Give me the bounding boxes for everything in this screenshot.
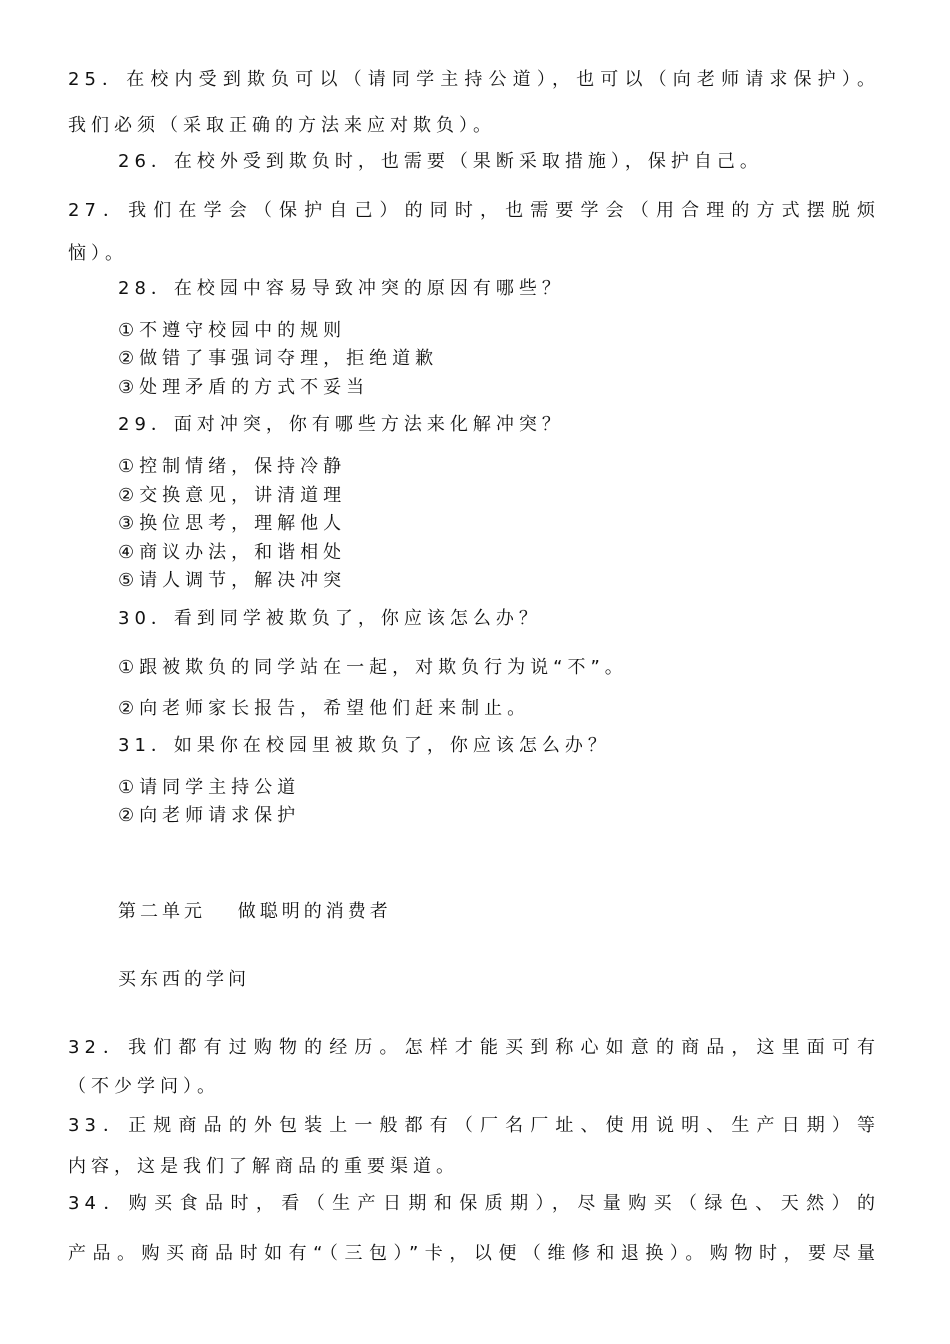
item-34-line-2: 产品。购买商品时如有“（三包）”卡，以便（维修和退换）。购物时，要尽量 <box>68 1243 880 1264</box>
item-25-line-1: 25．在校内受到欺负可以（请同学主持公道），也可以（向老师请求保护）。 <box>68 69 880 90</box>
item-26: 26．在校外受到欺负时，也需要（果断采取措施），保护自己。 <box>118 151 763 172</box>
item-28-answer-1: ①不遵守校园中的规则 <box>118 320 347 341</box>
item-30-answer-2: ②向老师家长报告，希望他们赶来制止。 <box>118 698 531 719</box>
item-27-line-1: 27．我们在学会（保护自己）的同时，也需要学会（用合理的方式摆脱烦 <box>68 200 880 221</box>
item-28-answer-3: ③处理矛盾的方式不妥当 <box>118 377 370 398</box>
item-33-line-2: 内容，这是我们了解商品的重要渠道。 <box>68 1156 459 1177</box>
item-28-answer-2: ②做错了事强词夺理，拒绝道歉 <box>118 348 439 369</box>
item-28-question: 28．在校园中容易导致冲突的原因有哪些？ <box>118 278 565 299</box>
item-32-line-1: 32．我们都有过购物的经历。怎样才能买到称心如意的商品，这里面可有 <box>68 1037 880 1058</box>
item-33-line-1: 33．正规商品的外包装上一般都有（厂名厂址、使用说明、生产日期）等 <box>68 1115 880 1136</box>
item-30-answer-1: ①跟被欺负的同学站在一起，对欺负行为说“不”。 <box>118 657 628 678</box>
item-30-question: 30．看到同学被欺负了，你应该怎么办？ <box>118 608 542 629</box>
item-29-answer-1: ①控制情绪，保持冷静 <box>118 456 347 477</box>
item-29-answer-4: ④商议办法，和谐相处 <box>118 542 347 563</box>
item-32-line-2: （不少学问）。 <box>68 1076 220 1097</box>
unit-title: 第二单元 做聪明的消费者 <box>118 901 392 922</box>
item-31-answer-1: ①请同学主持公道 <box>118 777 301 798</box>
item-31-answer-2: ②向老师请求保护 <box>118 805 301 826</box>
item-31-question: 31．如果你在校园里被欺负了，你应该怎么办？ <box>118 735 611 756</box>
lesson-title: 买东西的学问 <box>118 969 250 990</box>
item-27-line-2: 恼）。 <box>68 243 128 264</box>
item-29-answer-2: ②交换意见，讲清道理 <box>118 485 347 506</box>
item-29-answer-5: ⑤请人调节，解决冲突 <box>118 570 347 591</box>
item-29-question: 29．面对冲突，你有哪些方法来化解冲突？ <box>118 414 565 435</box>
item-29-answer-3: ③换位思考，理解他人 <box>118 513 347 534</box>
item-25-line-2: 我们必须（采取正确的方法来应对欺负）。 <box>68 115 496 136</box>
item-34-line-1: 34．购买食品时，看（生产日期和保质期），尽量购买（绿色、天然）的 <box>68 1193 880 1214</box>
